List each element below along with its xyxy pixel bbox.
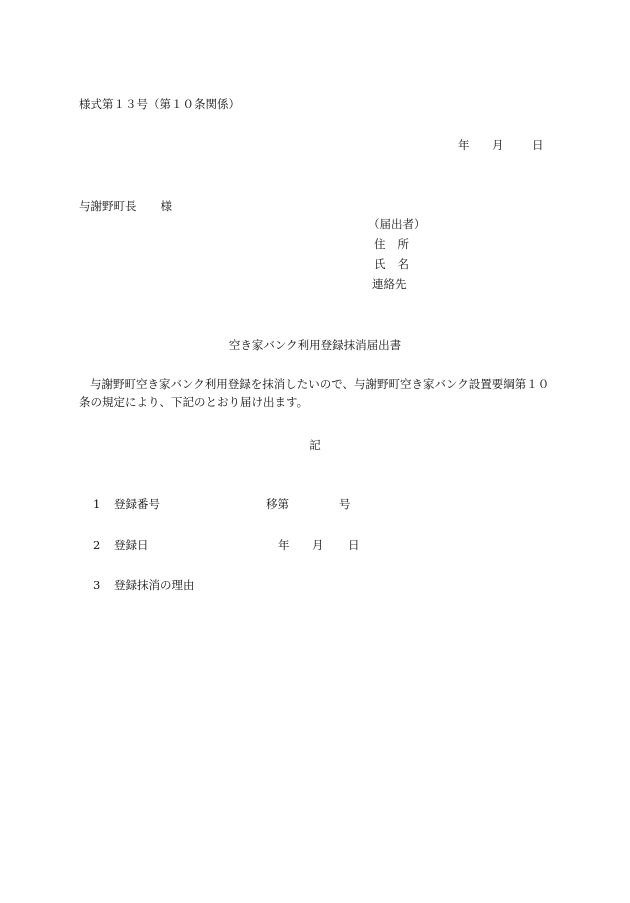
item-number: 3 [93, 578, 101, 592]
date-month-label: 月 [492, 138, 504, 152]
date-year-label: 年 [458, 138, 470, 152]
name-label: 氏 名 [374, 257, 409, 271]
address-label: 住 所 [374, 237, 409, 251]
item-cancellation-reason [93, 577, 195, 593]
item-label: 登録番号 [114, 497, 160, 511]
reg-date-year-label: 年 [278, 538, 290, 552]
addressee-name: 与謝野町長 [79, 199, 137, 213]
item-number: 2 [93, 538, 101, 552]
body-paragraph: 与謝野町空き家バンク利用登録を抹消したいので、与謝野町空き家バンク設置要綱第１０条の規定により、下記のとおり届け出ます。 [79, 377, 550, 409]
addressee [79, 198, 172, 214]
date-day-label: 日 [532, 138, 544, 152]
reg-date-month-label: 月 [312, 538, 324, 552]
registration-number-prefix: 移第 [266, 497, 289, 511]
submission-date [458, 137, 544, 153]
reg-date-day-label: 日 [348, 538, 360, 552]
item-label: 登録抹消の理由 [114, 578, 195, 592]
item-registration-number [93, 496, 160, 512]
form-number: 様式第１３号（第１０条関係） [79, 97, 240, 111]
ki-heading: 記 [309, 438, 321, 452]
item-registration-date [93, 537, 149, 553]
item-number: 1 [93, 497, 101, 511]
registration-date-field [278, 537, 360, 553]
registration-number-suffix: 号 [339, 497, 351, 511]
applicant-block [368, 216, 426, 296]
addressee-honorific: 様 [160, 199, 172, 213]
applicant-heading: （届出者） [368, 217, 426, 231]
item-label: 登録日 [114, 538, 149, 552]
contact-label: 連絡先 [372, 277, 407, 291]
document-title: 空き家バンク利用登録抹消届出書 [228, 338, 402, 352]
registration-number-field [266, 496, 351, 512]
